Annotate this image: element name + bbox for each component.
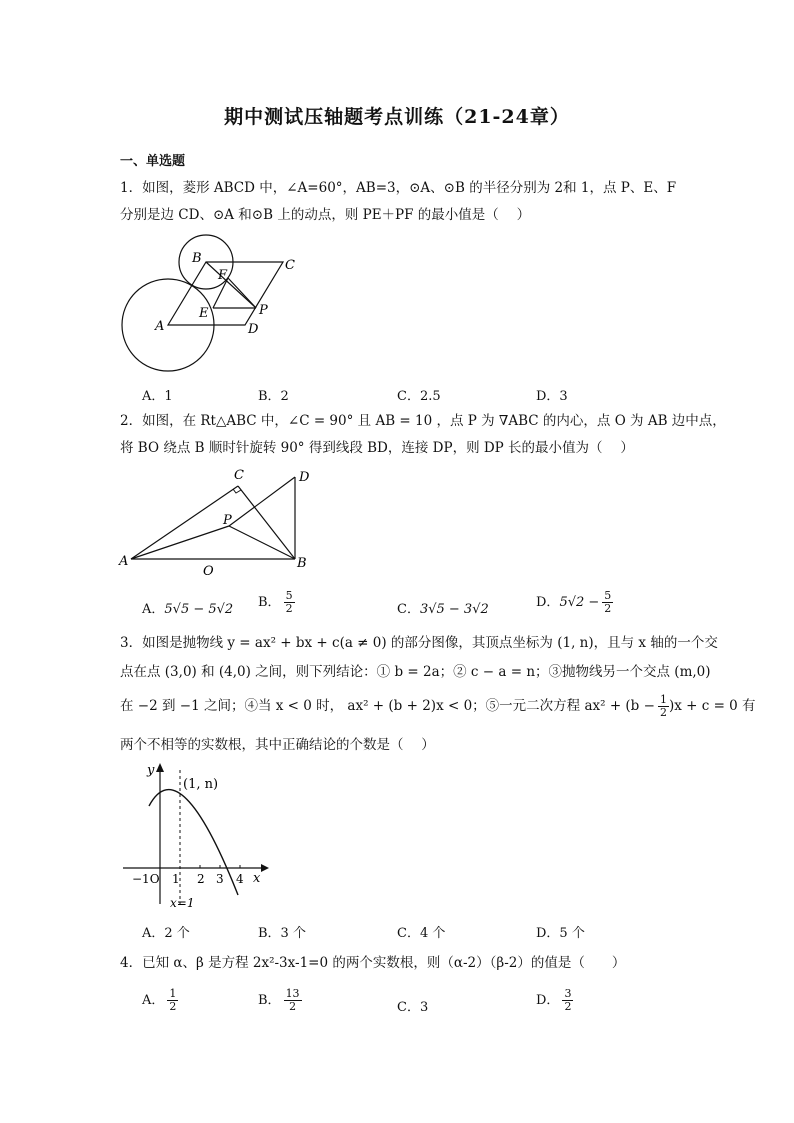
q1-option-a[interactable]: A．1: [142, 389, 173, 404]
segment-bp: [206, 262, 256, 308]
q2-option-d[interactable]: [536, 590, 613, 615]
q2-option-d-fraction: [602, 590, 613, 615]
q2-triangle-diagram: [115, 464, 325, 579]
page-title: 期中测试压轴题考点训练（21-24章）: [224, 106, 570, 128]
parabola-curve: [149, 790, 238, 895]
q3-text-line4: 两个不相等的实数根，其中正确结论的个数是（ ）: [120, 737, 435, 753]
segment-dp: [229, 477, 295, 526]
label-p: P: [259, 303, 268, 318]
segment-ac: [131, 486, 238, 559]
q4-option-a-numerator: 1: [169, 987, 177, 1000]
label-p: P: [223, 513, 232, 528]
q3-line3-before: 在 −2 到 −1 之间；④当 x < 0 时， ax² + (b + 2)x < 0；⑤一元二次方程 ax² + (b −: [120, 698, 655, 714]
label-o: O: [203, 564, 214, 579]
q3-text-line2: 点在点 (3,0) 和 (4,0) 之间，则下列结论：① b = 2a；② c − a = n；③抛物线另一个交点 (m,0): [120, 664, 711, 680]
q4-option-b[interactable]: [258, 988, 302, 1013]
q3-option-b[interactable]: B．3 个: [258, 926, 306, 941]
q4-option-d[interactable]: [536, 988, 573, 1013]
q1-option-d[interactable]: D．3: [536, 389, 568, 404]
q4-option-a-fraction: [167, 988, 178, 1013]
q2-text-line2: 将 BO 绕点 B 顺时针旋转 90° 得到线段 BD，连接 DP，则 DP 长的最小值为（ ）: [120, 440, 634, 456]
segment-cb: [238, 486, 295, 559]
tick-label-2: 2: [197, 872, 205, 886]
label-c: C: [234, 468, 244, 483]
q2-option-a[interactable]: [142, 598, 233, 617]
q4-option-d-denominator: 2: [564, 1000, 572, 1013]
q4-option-d-fraction: [562, 988, 573, 1013]
q1-rhombus-diagram: [115, 232, 305, 372]
right-angle-mark: [233, 489, 241, 493]
q3-line3-after: )x + c = 0 有: [668, 698, 756, 714]
q3-option-a[interactable]: A．2 个: [142, 926, 190, 941]
tick-label-3: 3: [216, 872, 224, 886]
origin-label: −1O: [132, 872, 160, 886]
q3-option-d[interactable]: D．5 个: [536, 926, 585, 941]
q2-option-c-expr: 3√5 − 3√2: [419, 602, 489, 617]
label-d: D: [299, 470, 310, 485]
q3-option-c[interactable]: C．4 个: [397, 926, 446, 941]
q4-option-b-prefix: B．: [258, 993, 281, 1008]
axis-equation-label: x=1: [170, 896, 195, 910]
q2-option-d-numerator: 5: [604, 589, 612, 602]
q3-line3-numerator: 1: [659, 693, 667, 706]
q4-option-c[interactable]: C．3: [397, 1000, 429, 1015]
q3-parabola-graph: [115, 758, 275, 910]
q4-option-a-denominator: 2: [169, 1000, 177, 1013]
x-axis-arrow: [261, 864, 269, 872]
label-c: C: [285, 258, 295, 273]
q4-option-a-prefix: A．: [142, 993, 165, 1008]
q1-option-b[interactable]: B．2: [258, 389, 289, 404]
segment-ap: [131, 526, 229, 559]
tick-label-4: 4: [236, 872, 244, 886]
q2-option-b-numerator: 5: [285, 589, 293, 602]
q2-text-line1: 2．如图，在 Rt△ABC 中，∠C = 90° 且 AB = 10 ，点 P 为 ∇ABC 的内心，点 O 为 AB 边中点，: [120, 413, 726, 429]
q2-option-d-denominator: 2: [604, 602, 612, 615]
section-heading: 一、单选题: [120, 154, 186, 169]
q1-option-c[interactable]: C．2.5: [397, 389, 441, 404]
q4-option-d-prefix: D．: [536, 993, 560, 1008]
q3-text-line1: 3．如图是抛物线 y = ax² + bx + c(a ≠ 0) 的部分图像，其顶点坐标为 (1, n)，且与 x 轴的一个交: [120, 635, 718, 651]
q2-option-b-fraction: [284, 590, 295, 615]
q3-text-line3: [120, 694, 756, 719]
q1-text-line2: 分别是边 CD、⊙A 和⊙B 上的动点，则 PE＋PF 的最小值是（ ）: [120, 207, 531, 223]
segment-fp: [228, 278, 256, 308]
label-a: A: [155, 319, 165, 334]
q2-option-b-denominator: 2: [285, 602, 293, 615]
q4-option-d-numerator: 3: [564, 987, 572, 1000]
vertex-label: (1, n): [183, 777, 219, 792]
q4-text-line1: 4．已知 α、β 是方程 2x²-3x-1=0 的两个实数根，则（α-2）（β-2）的值是（ ）: [120, 955, 626, 971]
label-b: B: [192, 251, 202, 266]
q2-option-b[interactable]: [258, 590, 295, 615]
q4-option-b-fraction: [284, 988, 302, 1013]
q2-option-d-expr: 5√2 −: [559, 595, 600, 610]
y-axis-arrow: [156, 763, 164, 772]
q2-option-a-prefix: A．: [142, 602, 165, 617]
q2-option-a-expr: 5√5 − 5√2: [164, 602, 234, 617]
segment-pb: [229, 526, 295, 559]
label-f: F: [218, 268, 228, 283]
q1-text-line1: 1．如图，菱形 ABCD 中，∠A=60°，AB=3，⊙A、⊙B 的半径分别为 2和 1，点 P、E、F: [120, 180, 677, 196]
q2-option-c-prefix: C．: [397, 602, 420, 617]
tick-label-1: 1: [172, 872, 180, 886]
q2-option-c[interactable]: [397, 598, 489, 617]
label-a: A: [119, 554, 129, 569]
q3-line3-fraction: [658, 694, 669, 719]
q3-line3-denominator: 2: [659, 706, 667, 719]
label-e: E: [199, 306, 209, 321]
q4-option-b-denominator: 2: [289, 1000, 297, 1013]
q2-option-b-prefix: B．: [258, 595, 281, 610]
label-b: B: [297, 556, 307, 571]
y-axis-label: y: [147, 763, 155, 778]
q4-option-b-numerator: 13: [285, 987, 300, 1000]
label-d: D: [248, 322, 259, 337]
q4-option-a[interactable]: [142, 988, 178, 1013]
x-axis-label: x: [253, 871, 261, 886]
q2-option-d-prefix: D．: [536, 595, 560, 610]
